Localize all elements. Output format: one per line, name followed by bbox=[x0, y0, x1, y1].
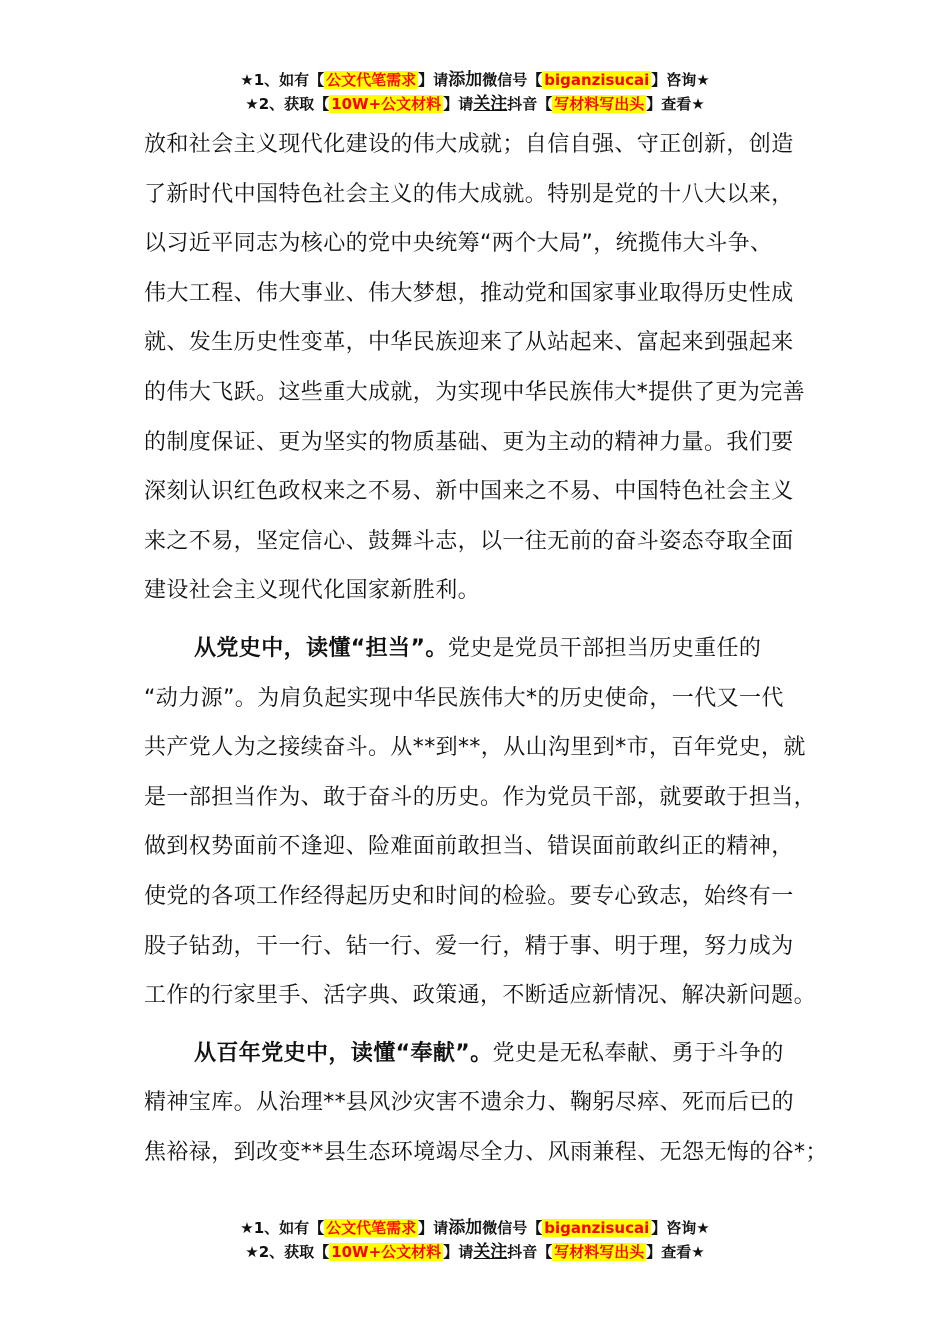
paragraph-achievements bbox=[144, 120, 816, 616]
text-line: 以习近平同志为核心的党中央统筹“两个大局”，统揽伟大斗争、 bbox=[144, 231, 773, 257]
banner-highlight: 写材料写出头 bbox=[554, 95, 645, 113]
section-heading: 从党史中，读懂“担当”。 bbox=[194, 635, 448, 661]
banner-text: 】咨询★ bbox=[651, 1219, 710, 1237]
text-line: 是一部担当作为、敢于奋斗的历史。作为党员干部，就要敢于担当， bbox=[144, 784, 817, 810]
banner-line-1 bbox=[0, 68, 950, 92]
banner-highlight: 公文代笔需求 bbox=[326, 71, 417, 89]
banner-text: 】查看★ bbox=[646, 1243, 705, 1261]
text-line: 的伟大飞跃。这些重大成就，为实现中华民族伟大*提供了更为完善 bbox=[144, 379, 806, 405]
document-body bbox=[144, 120, 828, 1177]
text-line: 放和社会主义现代化建设的伟大成就；自信自强、守正创新，创造 bbox=[144, 132, 794, 157]
text-line bbox=[144, 624, 816, 674]
banner-text: 微信号【 bbox=[482, 1219, 543, 1237]
text-line: 股子钻劲，干一行、钻一行、爱一行，精于事、明于理，努力成为 bbox=[144, 933, 794, 959]
paragraph-dedication bbox=[144, 1029, 828, 1178]
banner-text: 】请 bbox=[418, 71, 449, 89]
banner-text: 关注 bbox=[473, 1242, 508, 1262]
footer-banner bbox=[0, 1216, 950, 1264]
text-run: 党史是党员干部担当历史重任的 bbox=[447, 635, 762, 661]
banner-text: 抖音【 bbox=[507, 1243, 553, 1261]
text-line: 建设社会主义现代化国家新胜利。 bbox=[144, 578, 481, 604]
header-banner bbox=[0, 68, 950, 116]
banner-text: 】查看★ bbox=[646, 95, 705, 113]
text-line: 就、发生历史性变革，中华民族迎来了从站起来、富起来到强起来 bbox=[144, 330, 794, 356]
banner-line-2 bbox=[0, 92, 950, 116]
text-line: 了新时代中国特色社会主义的伟大成就。特别是党的十八大以来， bbox=[144, 181, 794, 207]
text-run: 党史是无私奉献、勇于斗争的 bbox=[492, 1040, 784, 1066]
banner-text: ★1、如有【 bbox=[240, 71, 325, 89]
banner-text: 添加 bbox=[448, 70, 483, 90]
section-heading: 从百年党史中，读懂“奉献”。 bbox=[194, 1040, 493, 1066]
text-line: “动力源”。为肩负起实现中华民族伟大*的历史使命，一代又一代 bbox=[144, 685, 784, 711]
banner-text: 抖音【 bbox=[507, 95, 553, 113]
banner-text: 】请 bbox=[443, 1243, 474, 1261]
text-line: 做到权势面前不逢迎、险难面前敢担当、错误面前敢纠正的精神， bbox=[144, 834, 794, 860]
banner-highlight: biganzisucai bbox=[544, 71, 650, 89]
text-line: 精神宝库。从治理**县风沙灾害不遗余力、鞠躬尽瘁、死而后已的 bbox=[144, 1090, 795, 1116]
text-line: 的制度保证、更为坚实的物质基础、更为主动的精神力量。我们要 bbox=[144, 429, 794, 455]
text-line bbox=[144, 1029, 816, 1079]
text-line: 伟大工程、伟大事业、伟大梦想，推动党和国家事业取得历史性成 bbox=[144, 280, 794, 306]
banner-text: 】咨询★ bbox=[651, 71, 710, 89]
text-line: 来之不易，坚定信心、鼓舞斗志，以一往无前的奋斗姿态夺取全面 bbox=[144, 528, 794, 554]
banner-text: 关注 bbox=[473, 94, 508, 114]
banner-text: 】请 bbox=[443, 95, 474, 113]
text-line: 共产党人为之接续奋斗。从**到**，从山沟里到*市，百年党史，就 bbox=[144, 735, 806, 761]
banner-text: 添加 bbox=[448, 1218, 483, 1238]
banner-line-1 bbox=[0, 1216, 950, 1240]
banner-text: ★1、如有【 bbox=[240, 1219, 325, 1237]
banner-highlight: 10W+公文材料 bbox=[331, 95, 442, 113]
text-line: 深刻认识红色政权来之不易、新中国来之不易、中国特色社会主义 bbox=[144, 479, 794, 505]
banner-text: 微信号【 bbox=[482, 71, 543, 89]
banner-text: ★2、获取【 bbox=[245, 1243, 330, 1261]
text-line: 焦裕禄，到改变**县生态环境竭尽全力、风雨兼程、无怨无悔的谷*； bbox=[144, 1139, 828, 1165]
banner-highlight: 10W+公文材料 bbox=[331, 1243, 442, 1261]
banner-text: 】请 bbox=[418, 1219, 449, 1237]
text-line: 工作的行家里手、活字典、政策通，不断适应新情况、解决新问题。 bbox=[144, 983, 817, 1009]
banner-highlight: 写材料写出头 bbox=[554, 1243, 645, 1261]
banner-line-2 bbox=[0, 1240, 950, 1264]
banner-highlight: biganzisucai bbox=[544, 1219, 650, 1237]
paragraph-responsibility bbox=[144, 624, 816, 1021]
banner-highlight: 公文代笔需求 bbox=[326, 1219, 417, 1237]
banner-text: ★2、获取【 bbox=[245, 95, 330, 113]
text-line: 使党的各项工作经得起历史和时间的检验。要专心致志，始终有一 bbox=[144, 883, 794, 909]
